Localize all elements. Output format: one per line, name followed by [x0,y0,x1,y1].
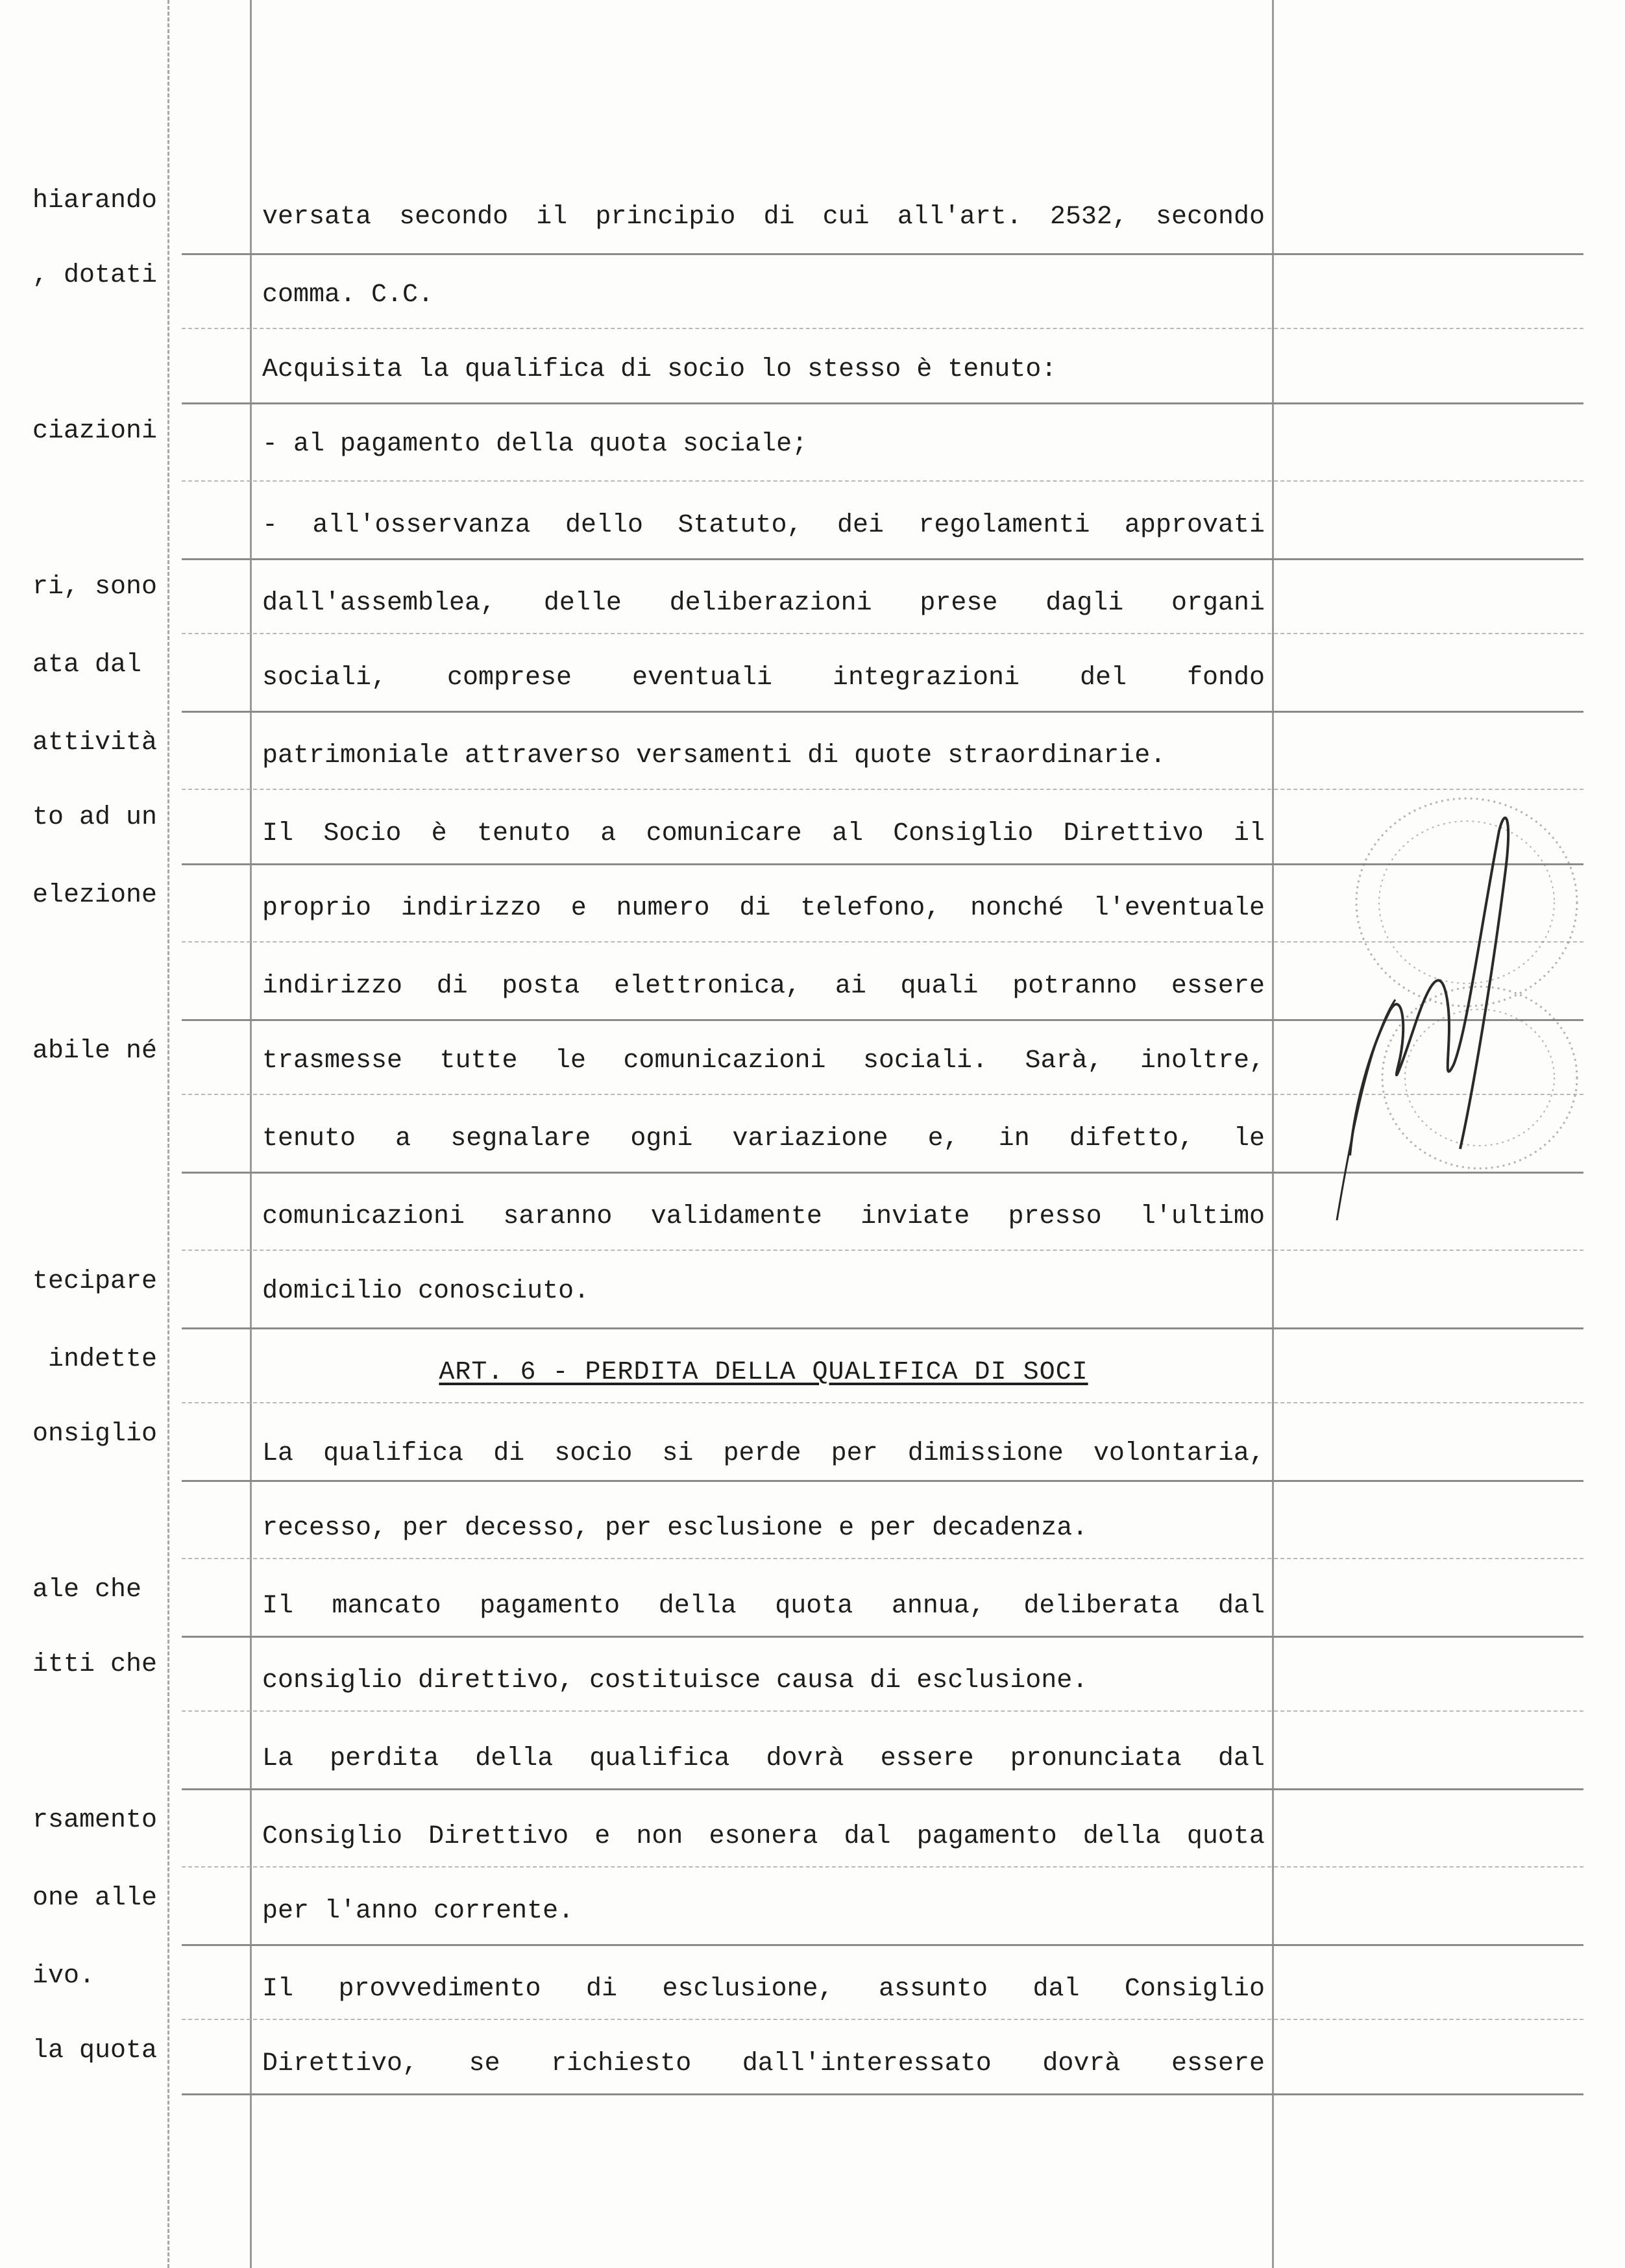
word: tenuto [476,819,570,848]
word: proprio [262,894,372,923]
word: e [570,894,587,923]
word: il [536,203,568,232]
word: conosciuto. [418,1277,590,1306]
margin-fragment: ivo. [32,1962,95,1991]
word: C.C. [371,280,434,310]
word: eventuali [631,663,773,693]
word: versata [262,203,372,232]
margin-fragment: ata dal [32,650,142,680]
word: Acquisita [262,355,403,384]
word: l'anno [324,1897,419,1926]
word: e [838,1514,855,1543]
word: organi [1171,589,1265,618]
word: regolamenti [918,511,1090,540]
word: delle [543,589,622,618]
word: pronunciata [1010,1744,1182,1773]
word: dovrà [1042,2049,1121,2078]
word: versamenti [636,741,792,770]
body-line [262,1123,1265,1155]
word: si [662,1439,694,1468]
word: essere [880,1744,974,1773]
word: Socio [323,819,402,848]
body-line [262,1973,1265,2006]
ruled-line [182,2093,1583,2095]
word: consiglio [262,1666,403,1695]
word: comunicare [646,819,802,848]
margin-fragment: hiarando [32,186,158,216]
word: Consiglio [1124,1975,1265,2004]
word: dei [837,511,884,540]
word: le [554,1046,586,1076]
ruled-line [182,1250,1583,1251]
word: se [469,2049,500,2078]
word: a [395,1124,411,1153]
body-line [262,1276,1265,1308]
word: le [1233,1124,1265,1153]
ruled-line [182,1710,1583,1712]
body-line [262,893,1265,925]
word: dall'assemblea, [262,589,496,618]
word: Consiglio [893,819,1034,848]
word: Il [262,1592,294,1621]
body-line [262,1821,1265,1853]
word: telefono, [800,894,941,923]
body-line [262,662,1265,695]
word: è [916,355,933,384]
word: al [831,819,863,848]
margin-fragment: itti che [32,1650,158,1679]
word: dagli [1045,589,1124,618]
word: l'ultimo [1140,1202,1265,1231]
word: per [870,1514,917,1543]
signature [1350,818,1508,1155]
word: secondo [1155,203,1265,232]
margin-fragment: rsamento [32,1806,158,1835]
body-line [262,1590,1265,1623]
word: di [739,894,771,923]
word: del [1079,663,1127,693]
ruled-line [182,402,1583,404]
word: socio [554,1439,633,1468]
word: elettronica, [614,972,801,1001]
word: per [402,1514,450,1543]
body-line [262,818,1265,850]
word: di [585,1975,617,2004]
word: pagamento [340,430,481,459]
margin-fragment: attività [32,728,158,758]
word: per [262,1897,310,1926]
word: La [262,1744,294,1773]
ruled-line [182,253,1583,255]
word: comunicazioni [262,1202,465,1231]
word: dovrà [766,1744,844,1773]
word: Direttivo, [262,2049,419,2078]
word: richiesto [551,2049,692,2078]
word: - [262,430,278,459]
word: della [475,1744,554,1773]
left-margin-line [167,0,169,2268]
ruled-line [182,1788,1583,1790]
word: stesso [807,355,901,384]
word: esclusione [667,1514,824,1543]
body-line [262,1895,1265,1928]
word: e, [927,1124,959,1153]
word: corrente. [434,1897,574,1926]
body-line [262,428,1265,461]
word: variazione [732,1124,888,1153]
word: comma. [262,280,356,310]
word: decesso, [465,1514,590,1543]
word: per [831,1439,878,1468]
word: straordinarie. [947,741,1166,770]
body-line [262,740,1265,772]
word: assunto [878,1975,988,2004]
word: deliberata [1023,1592,1180,1621]
word: di [436,972,468,1001]
body-line [262,970,1265,1003]
word: comunicazioni [623,1046,826,1076]
word: Il [262,1975,294,2004]
word: trasmesse [262,1046,403,1076]
word: al [293,430,325,459]
ruled-line [182,328,1583,329]
word: - [262,511,278,540]
ruled-line [182,1402,1583,1403]
ruled-line [182,558,1583,560]
body-line [262,2048,1265,2080]
word: all'osservanza [312,511,531,540]
word: principio [595,203,736,232]
word: causa [776,1666,855,1695]
ruled-line [182,2019,1583,2020]
margin-fragment: elezione [32,881,158,910]
word: nonché [970,894,1064,923]
word: dal [1217,1744,1265,1773]
body-line [262,1512,1265,1545]
ruled-line [182,1480,1583,1482]
word: potranno [1012,972,1138,1001]
word: esonera [709,1822,818,1851]
word: non [636,1822,683,1851]
margin-fragment: to ad un [32,803,158,832]
word: ai [835,972,866,1001]
word: 2532, [1049,203,1128,232]
word: l'eventuale [1093,894,1265,923]
stamp-and-signature [1330,727,1590,1220]
body-left-margin-line [250,0,252,2268]
word: numero [616,894,710,923]
word: perde [723,1439,801,1468]
word: qualifica [323,1439,464,1468]
body-line [262,1743,1265,1775]
word: socio [667,355,746,384]
word: sociale; [683,430,808,459]
word: recesso, [262,1514,387,1543]
word: e [594,1822,611,1851]
word: qualifica [465,355,605,384]
word: validamente [650,1202,822,1231]
word: cui [822,203,870,232]
word: quota [589,430,668,459]
body-line [262,279,1265,312]
word: Direttivo [1063,819,1204,848]
word: pagamento [916,1822,1057,1851]
word: comprese [446,663,572,693]
word: integrazioni [832,663,1020,693]
word: di [493,1439,525,1468]
word: decadenza. [932,1514,1088,1543]
word: della [496,430,574,459]
word: a [600,819,617,848]
word: lo [761,355,792,384]
ruled-line [182,1327,1583,1329]
word: difetto, [1069,1124,1194,1153]
word: il [1233,819,1265,848]
margin-fragment: abile né [32,1037,158,1066]
word: tenuto [262,1124,356,1153]
word: pagamento [480,1592,620,1621]
word: inoltre, [1140,1046,1265,1076]
word: dal [1032,1975,1080,2004]
word: approvati [1124,511,1265,540]
ruled-line [182,711,1583,713]
word: di [870,1666,901,1695]
word: perdita [330,1744,439,1773]
word: posta [502,972,580,1001]
article-heading [262,1357,1265,1389]
body-line [262,201,1265,234]
word: di [620,355,652,384]
word: saranno [503,1202,613,1231]
margin-fragment: la quota [32,2036,158,2065]
word: direttivo, [418,1666,574,1695]
margin-fragment: indette [32,1345,158,1374]
word: patrimoniale [262,741,450,770]
word: dal [844,1822,891,1851]
word: la [418,355,450,384]
word: della [1082,1822,1161,1851]
word: di [763,203,795,232]
word: per [605,1514,652,1543]
word: La [262,1439,294,1468]
ruled-line [182,1636,1583,1638]
word: quote [854,741,933,770]
word: volontaria, [1093,1439,1265,1468]
word: quota [1186,1822,1265,1851]
word: segnalare [450,1124,591,1153]
ruled-line [182,1944,1583,1946]
body-line [262,1665,1265,1697]
word: ogni [630,1124,693,1153]
word: all'art. [897,203,1022,232]
word: essere [1171,2049,1265,2078]
word: annua, [891,1592,985,1621]
word: domicilio [262,1277,403,1306]
margin-fragment: one alle [32,1884,158,1913]
word: provvedimento [338,1975,541,2004]
word: Consiglio [262,1822,403,1851]
body-right-margin-line [1272,0,1274,2268]
word: dal [1217,1592,1265,1621]
body-line [262,510,1265,542]
body-line [262,1201,1265,1233]
body-line [262,587,1265,620]
ruled-line [182,480,1583,482]
word: Statuto, [678,511,803,540]
word: sociali, [262,663,387,693]
word: essere [1171,972,1265,1001]
word: quali [900,972,979,1001]
body-line [262,1438,1265,1470]
word: inviate [861,1202,970,1231]
word: indirizzo [400,894,541,923]
margin-fragment: , dotati [32,261,158,290]
ruled-line [182,1866,1583,1867]
ruled-line [182,633,1583,634]
word: esclusione. [916,1666,1088,1695]
word: fondo [1186,663,1265,693]
ruled-line [182,1558,1583,1559]
word: indirizzo [262,972,403,1001]
margin-fragment: tecipare [32,1267,158,1296]
word: di [807,741,839,770]
margin-fragment: ale che [32,1575,142,1605]
body-line [262,354,1265,386]
margin-fragment: ciazioni [32,417,158,446]
word: della [658,1592,737,1621]
word: Direttivo [428,1822,569,1851]
word: tenuto: [947,355,1057,384]
word: Il [262,819,294,848]
word: esclusione, [662,1975,834,2004]
word: quota [775,1592,853,1621]
word: Sarà, [1025,1046,1103,1076]
margin-fragment: onsiglio [32,1420,158,1449]
word: secondo [399,203,509,232]
word: sociali. [862,1046,988,1076]
word: è [431,819,447,848]
word: dello [565,511,644,540]
word: qualifica [589,1744,730,1773]
word: costituisce [589,1666,761,1695]
word: attraverso [465,741,621,770]
word: presso [1008,1202,1102,1231]
margin-fragment: ri, sono [32,573,158,602]
word: deliberazioni [669,589,872,618]
word: prese [920,589,998,618]
word: tutte [439,1046,518,1076]
article-heading-text: ART. 6 - PERDITA DELLA QUALIFICA DI SOCI [439,1358,1088,1387]
word: in [998,1124,1030,1153]
body-line [262,1045,1265,1078]
word: mancato [332,1592,441,1621]
word: dall'interessato [742,2049,992,2078]
word: dimissione [907,1439,1064,1468]
